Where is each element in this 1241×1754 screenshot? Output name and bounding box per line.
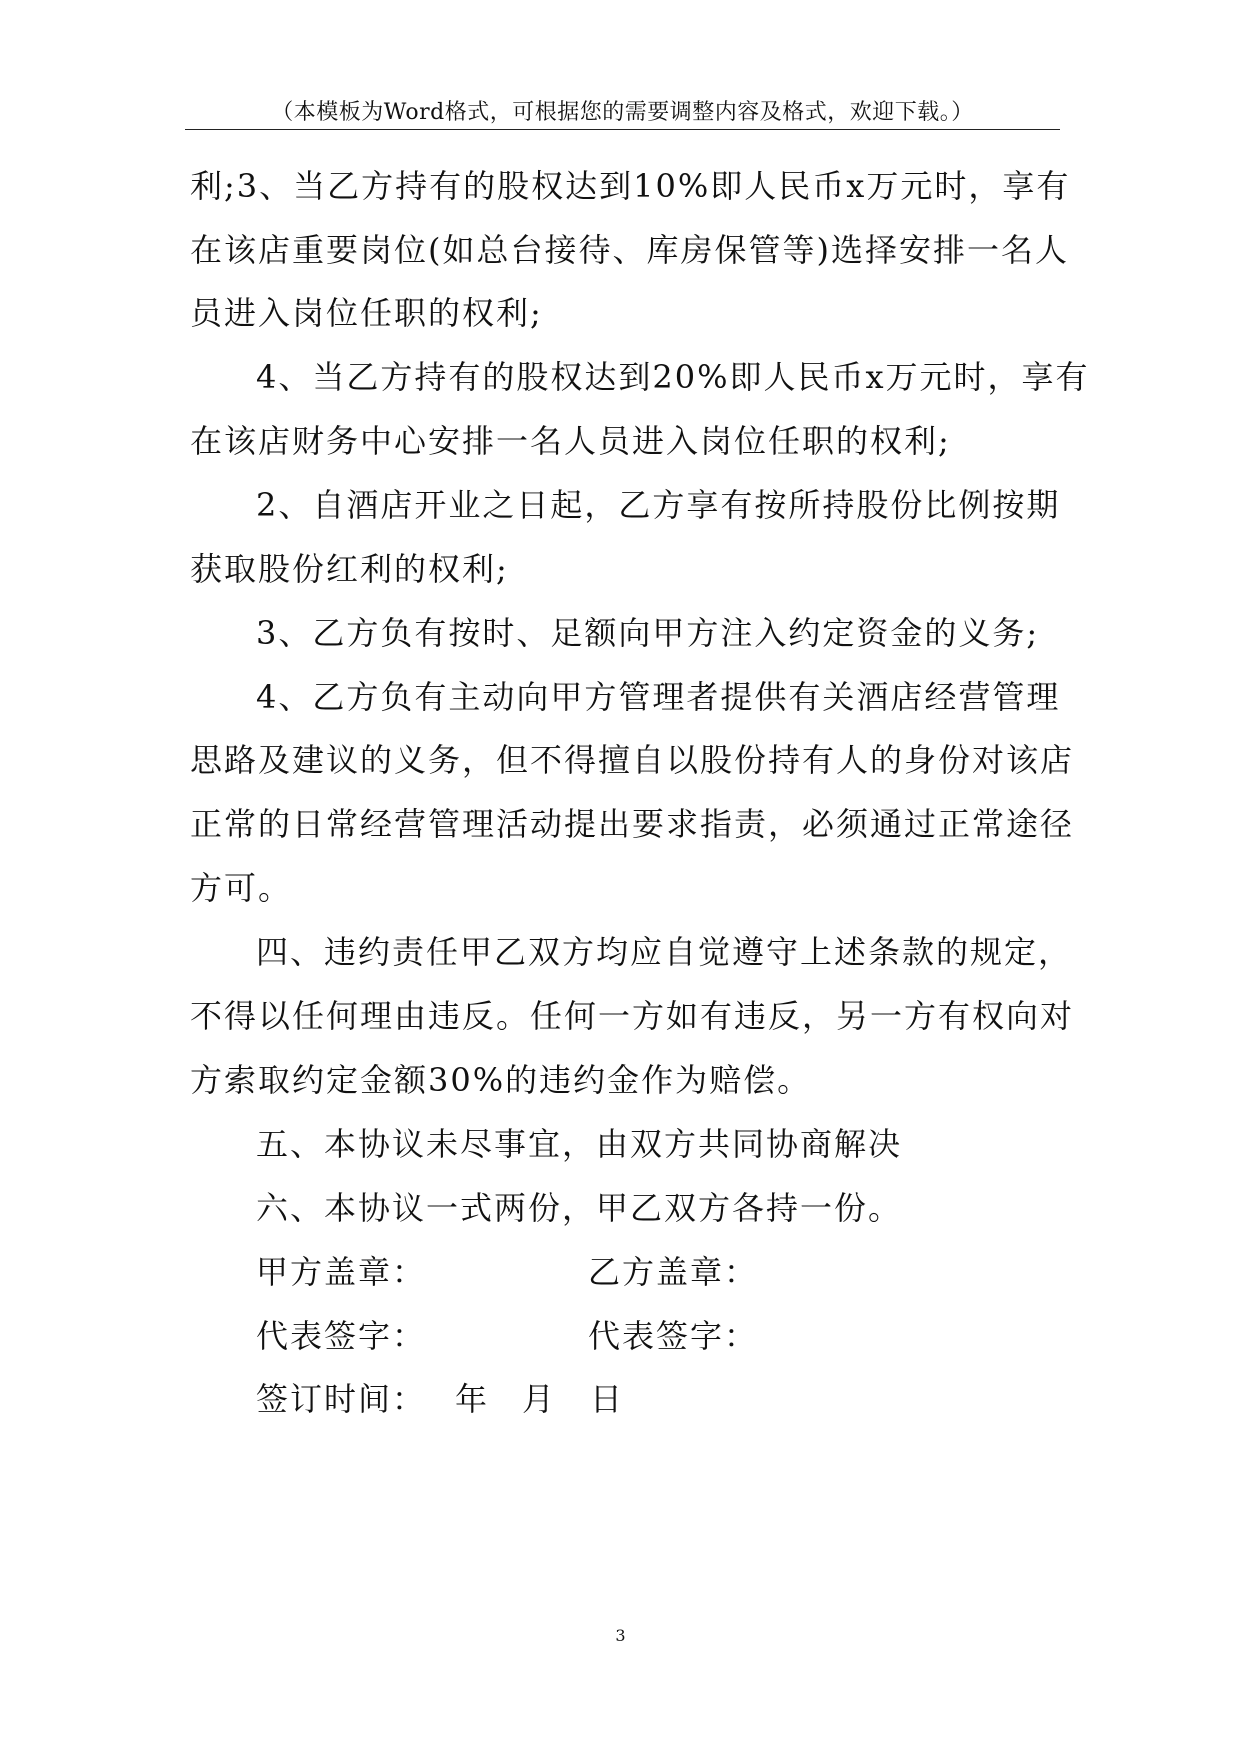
page-number: 3 <box>615 1626 626 1645</box>
body-line: 利;3、当乙方持有的股权达到10%即人民币x万元时，享有 <box>190 167 1071 205</box>
body-line: 四、违约责任甲乙双方均应自觉遵守上述条款的规定， <box>256 933 1073 971</box>
body-line: 六、本协议一式两份，甲乙双方各持一份。 <box>256 1189 903 1227</box>
body-line: 思路及建议的义务，但不得擅自以股份持有人的身份对该店 <box>190 741 1075 779</box>
party-a-seal-label: 甲方盖章： <box>256 1253 427 1291</box>
body-line: 在该店财务中心安排一名人员进入岗位任职的权利; <box>190 422 951 460</box>
party-b-seal-label: 乙方盖章： <box>588 1253 759 1291</box>
header-note: （本模板为Word格式，可根据您的需要调整内容及格式，欢迎下载。） <box>271 100 974 125</box>
body-line: 员进入岗位任职的权利; <box>190 294 543 332</box>
body-line: 方可。 <box>190 869 293 907</box>
header-rule <box>185 129 1060 130</box>
party-a-rep-label: 代表签字： <box>256 1317 427 1355</box>
party-b-rep-label: 代表签字： <box>588 1317 759 1355</box>
body-line: 五、本协议未尽事宜，由双方共同协商解决 <box>256 1125 903 1163</box>
body-line: 正常的日常经营管理活动提出要求指责，必须通过正常途径 <box>190 805 1075 843</box>
body-line: 方索取约定金额30%的违约金作为赔偿。 <box>190 1061 812 1099</box>
body-line: 3、乙方负有按时、足额向甲方注入约定资金的义务; <box>256 614 1040 652</box>
body-line: 4、乙方负有主动向甲方管理者提供有关酒店经营管理 <box>256 678 1061 716</box>
body-line: 2、自酒店开业之日起，乙方享有按所持股份比例按期 <box>256 486 1061 524</box>
body-line: 4、当乙方持有的股权达到20%即人民币x万元时，享有 <box>256 358 1090 396</box>
sign-date-label: 签订时间： <box>256 1380 427 1418</box>
body-line: 不得以任何理由违反。任何一方如有违反，另一方有权向对 <box>190 997 1075 1035</box>
body-line: 获取股份红利的权利; <box>190 550 509 588</box>
sign-date-year: 年 <box>455 1380 488 1418</box>
body-line: 在该店重要岗位(如总台接待、库房保管等)选择安排一名人 <box>190 231 1069 269</box>
sign-date-month: 月 <box>522 1380 555 1418</box>
sign-date-day: 日 <box>590 1380 623 1418</box>
